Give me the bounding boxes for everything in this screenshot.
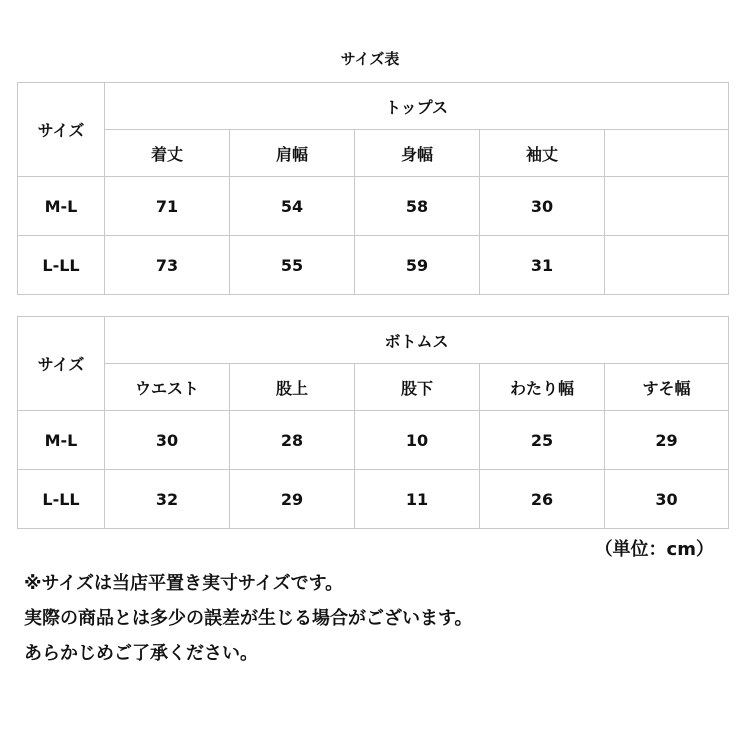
table-row <box>18 236 729 295</box>
unit-label: （単位：cm） <box>594 539 714 560</box>
bottoms-col-header: 股下 <box>355 364 480 411</box>
table-cell: 29 <box>230 470 355 529</box>
bottoms-col-header: 股上 <box>230 364 355 411</box>
bottoms-size-table <box>17 316 729 529</box>
table-cell <box>605 177 729 236</box>
size-label: M-L <box>18 177 105 236</box>
size-label: M-L <box>18 411 105 470</box>
table-cell: 32 <box>105 470 230 529</box>
note-line: ※サイズは当店平置き実寸サイズです。 <box>24 573 344 594</box>
table-cell: 28 <box>230 411 355 470</box>
size-label: L-LL <box>18 470 105 529</box>
table-cell: 54 <box>230 177 355 236</box>
table-cell: 11 <box>355 470 480 529</box>
notes <box>24 566 473 671</box>
table-cell: 71 <box>105 177 230 236</box>
bottoms-size-header: サイズ <box>18 317 105 411</box>
tops-col-header: 肩幅 <box>230 130 355 177</box>
tops-col-header: 身幅 <box>355 130 480 177</box>
note-line: 実際の商品とは多少の誤差が生じる場合がございます。 <box>24 608 473 629</box>
table-cell: 30 <box>105 411 230 470</box>
tops-group-header: トップス <box>105 83 729 130</box>
tops-size-table <box>17 82 729 295</box>
bottoms-group-header: ボトムス <box>105 317 729 364</box>
table-row <box>18 177 729 236</box>
table-cell: 59 <box>355 236 480 295</box>
table-cell: 58 <box>355 177 480 236</box>
table-cell: 31 <box>480 236 605 295</box>
table-cell: 73 <box>105 236 230 295</box>
table-cell: 30 <box>480 177 605 236</box>
bottoms-col-header: すそ幅 <box>605 364 729 411</box>
page-title: サイズ表 <box>340 50 400 68</box>
size-label: L-LL <box>18 236 105 295</box>
note-line: あらかじめご了承ください。 <box>24 643 258 664</box>
tops-col-header <box>605 130 729 177</box>
bottoms-col-header: わたり幅 <box>480 364 605 411</box>
tops-col-header: 着丈 <box>105 130 230 177</box>
table-cell: 55 <box>230 236 355 295</box>
table-cell <box>605 236 729 295</box>
tops-size-header: サイズ <box>18 83 105 177</box>
table-cell: 29 <box>605 411 729 470</box>
tops-col-header: 袖丈 <box>480 130 605 177</box>
table-cell: 30 <box>605 470 729 529</box>
table-cell: 26 <box>480 470 605 529</box>
table-cell: 10 <box>355 411 480 470</box>
table-row <box>18 411 729 470</box>
table-row <box>18 470 729 529</box>
bottoms-col-header: ウエスト <box>105 364 230 411</box>
table-cell: 25 <box>480 411 605 470</box>
